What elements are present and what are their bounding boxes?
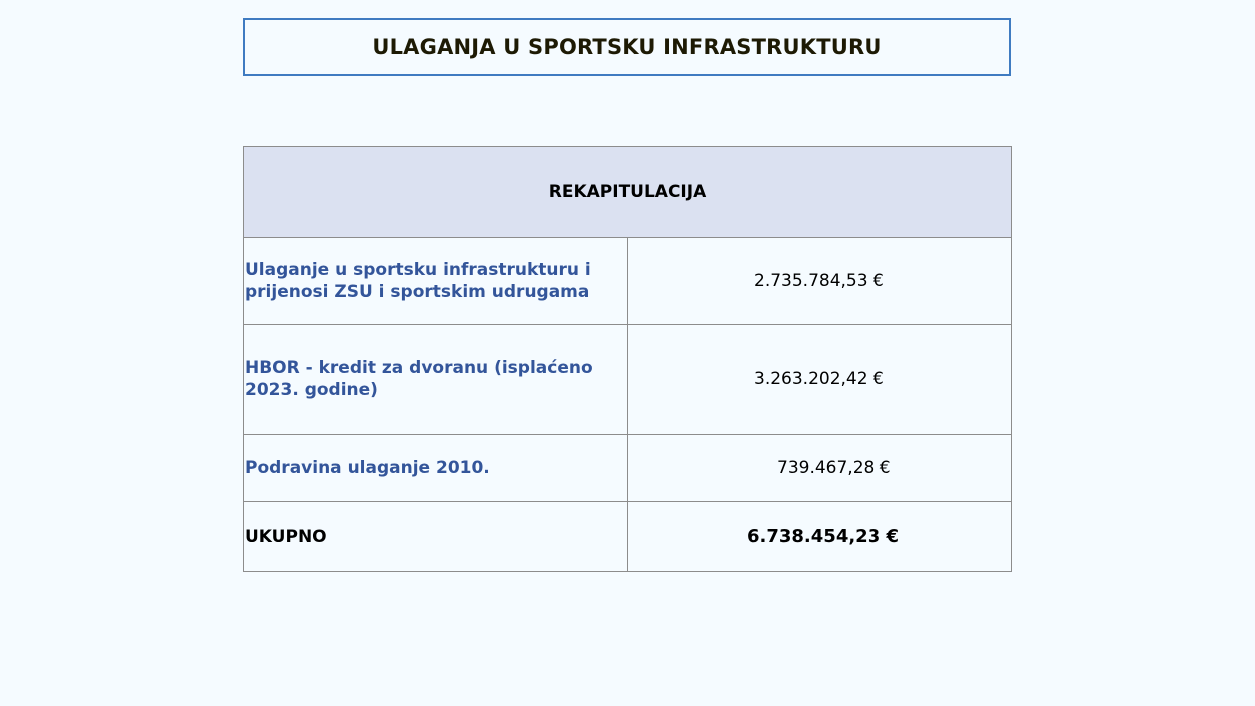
row-label: Podravina ulaganje 2010. xyxy=(244,434,628,502)
total-value-text: 6.738.454,23 € xyxy=(747,526,900,548)
row-value xyxy=(628,324,1012,434)
row-value-text: 739.467,28 € xyxy=(777,458,891,478)
row-value xyxy=(628,434,1012,502)
recap-table xyxy=(243,146,1012,572)
row-value xyxy=(628,237,1012,324)
total-row xyxy=(244,502,1012,572)
table-header-row xyxy=(244,147,1012,238)
title-box xyxy=(243,18,1011,76)
row-value-text: 3.263.202,42 € xyxy=(754,369,884,390)
row-value-text: 2.735.784,53 € xyxy=(754,270,884,291)
table-header: REKAPITULACIJA xyxy=(244,147,1012,238)
table-row xyxy=(244,324,1012,434)
row-label: HBOR - kredit za dvoranu (isplaćeno 2023. godine) xyxy=(244,324,628,434)
page-title: ULAGANJA U SPORTSKU INFRASTRUKTURU xyxy=(372,35,882,59)
row-label: Ulaganje u sportsku infrastrukturu i prijenosi ZSU i sportskim udrugama xyxy=(244,237,628,324)
table-row xyxy=(244,434,1012,502)
table-row xyxy=(244,237,1012,324)
total-value xyxy=(628,502,1012,572)
total-label: UKUPNO xyxy=(244,502,628,572)
